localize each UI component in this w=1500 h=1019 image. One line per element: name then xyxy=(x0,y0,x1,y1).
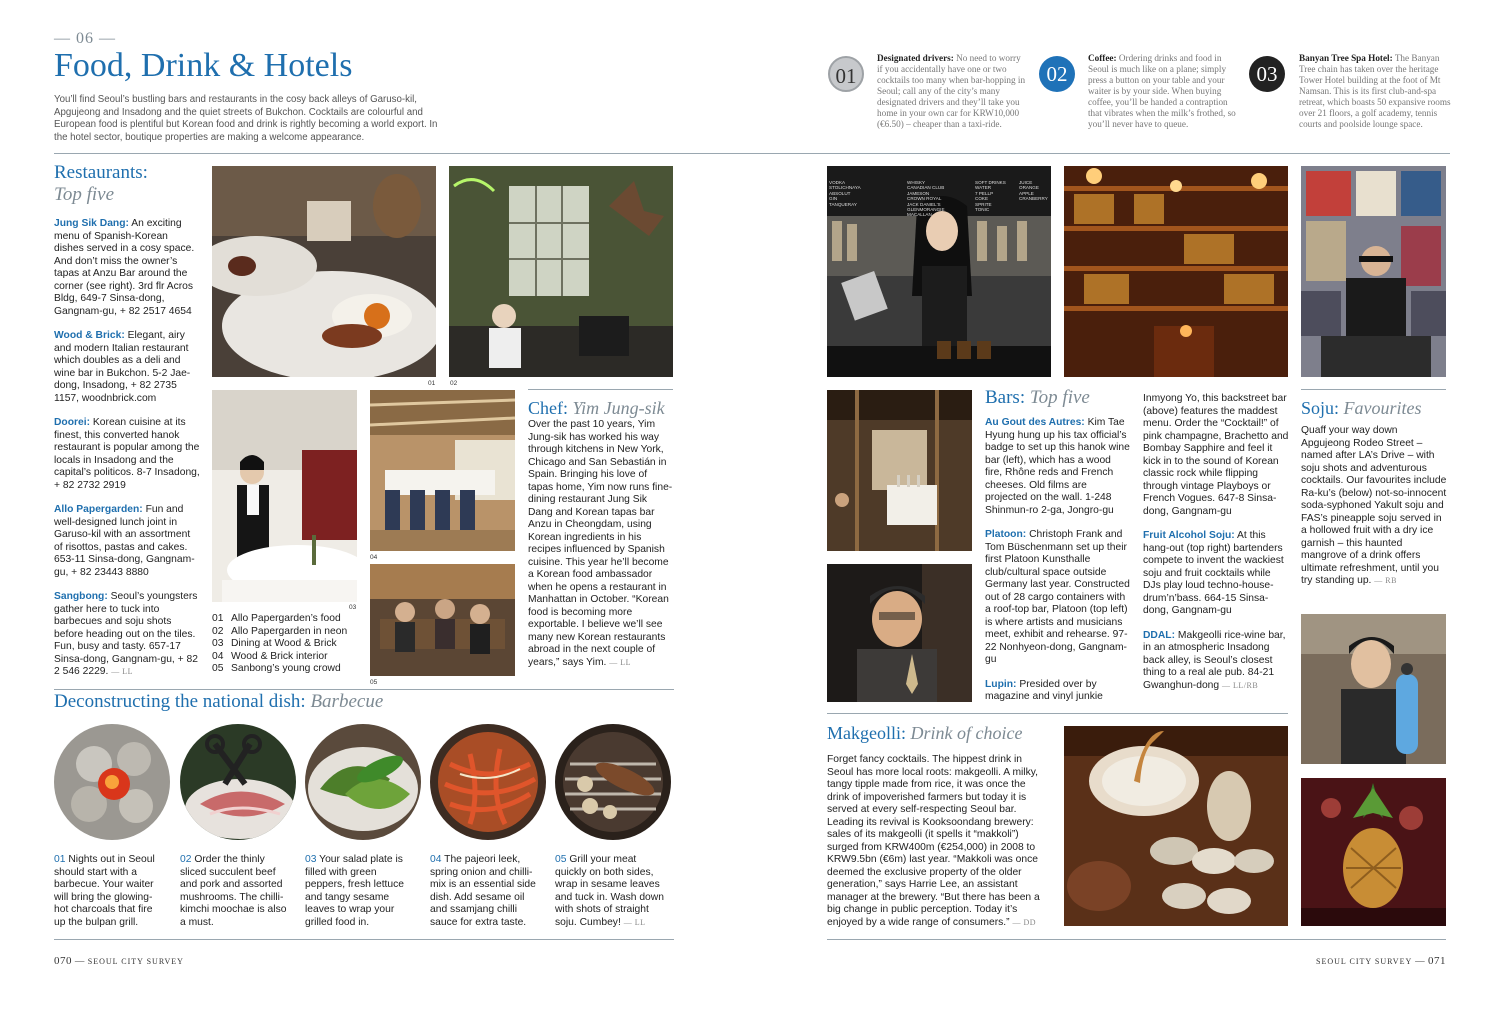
photo-captions xyxy=(212,613,362,676)
tip-number-badge: 02 xyxy=(1039,56,1075,92)
barbecue-heading: Deconstructing the national dish: Barbecue xyxy=(54,691,384,712)
intro-text: You’ll find Seoul’s bustling bars and restaurants in the cosy back alleys of Garuso-kil, Apgujeong and Insadong and the quiet streets of Bukchon. Cocktails are colourful and European food is plentiful but Korean food and drink is rightly becoming a world export. In the hotel sector, boutique properties are making a welcome appearance. xyxy=(54,94,438,143)
photo-waitress xyxy=(212,390,357,602)
photo-soju-bartender xyxy=(1301,614,1446,764)
barbecue-step: 05 Grill your meat quickly on both sides, wrap in sesame leaves and tuck in. Wash down with shots of straight soju. Cumbey! — LL xyxy=(555,854,664,928)
footer-rule-left xyxy=(54,939,674,940)
photo-record-shop xyxy=(1301,166,1446,377)
soju-top-rule xyxy=(1301,389,1446,390)
barbecue-step: 04 The pajeori leek, spring onion and chilli-mix is an essential side dish. Add sesame oil and ssamjang chilli sauce for extra taste. xyxy=(430,854,536,928)
photo-number: 01 xyxy=(428,380,436,387)
soju-text: Quaff your way down Apgujeong Rodeo Street – named after LA’s Drive – with soju shots and adventurous cocktails. Our favourites include Ra-ku’s (below) not-so-innocent soda-syphoned Yakult soju and FAS’s pineapple soju served in a hollowed fruit with a dry ice garnish – this haunted mangrove of a drink offers ultimate refreshment, until you try standing up. — RB xyxy=(1301,425,1447,586)
tip-title: Coffee: xyxy=(1088,53,1117,63)
bar-menu-column: SOFT DRINKS WATER 7 PELLP COKE SPRITE TONIC xyxy=(975,180,1006,213)
bar-entry: Au Gout des Autres: Kim Tae Hyung hung up his tax official’s badge to set up this hanok wine bar (left), which has a wood fire, Rhône reds and French cheeses. Old films are projected on the wall. 1-248 Shinmun-ro 2-ga, Jongro-gu xyxy=(985,417,1130,516)
chef-heading: Chef: Yim Jung-sik xyxy=(528,398,665,418)
photo-bookshelf-bar xyxy=(1064,166,1288,377)
tip-number-badge: 01 xyxy=(828,56,864,92)
page-title: Food, Drink & Hotels xyxy=(54,47,353,84)
caption-item: 04 Wood & Brick interior xyxy=(212,650,328,662)
caption-item: 01 Allo Papergarden’s food xyxy=(212,613,341,624)
tip-title: Banyan Tree Spa Hotel: xyxy=(1299,53,1393,63)
footer-left: 070 — SEOUL CITY SURVEY xyxy=(54,955,184,967)
makgeolli-heading: Makgeolli: Drink of choice xyxy=(827,723,1023,743)
photo-number: 02 xyxy=(450,380,458,387)
section-number: — 06 — xyxy=(54,30,116,47)
photo-number: 04 xyxy=(370,554,378,561)
restaurant-entry: Doorei: Korean cuisine at its finest, this converted hanok restaurant is popular among the locals in Insadong and the capital’s politicos. 8-7 Insadong, + 82 2732 2919 xyxy=(54,417,200,491)
photo-pineapple-cocktail xyxy=(1301,778,1446,926)
chef-section xyxy=(528,397,674,669)
barbecue-photo-charcoal xyxy=(54,724,170,840)
footer-rule-right xyxy=(827,939,1446,940)
bar-entry: Fruit Alcohol Soju: At this hang-out (top right) bartenders compete to invent the wackiest soju and fruit cocktails while DJs play loud techno-house-drum’n’bass. 664-15 Sinsa-dong, Gangnam-gu xyxy=(1143,530,1284,616)
bar-menu-column: JUICE ORANGE APPLE CRANBERRY xyxy=(1019,180,1048,202)
chef-top-rule xyxy=(528,389,673,390)
bar-menu-column: WHISKY CANADIAN CLUB JAMESON CROWN ROYAL JACK DANIEL'S GLENMORANGIE MACALLAN xyxy=(907,180,945,218)
photo-number: 03 xyxy=(349,604,357,611)
bar-menu-column: VODKA STOLICHNAYA ABSOLUT GIN TANQUERAY xyxy=(829,180,861,207)
barbecue-rule xyxy=(54,689,674,690)
restaurants-heading: Restaurants: xyxy=(54,162,148,183)
page-number: 071 xyxy=(1428,955,1446,967)
bars-section xyxy=(985,387,1130,704)
barbecue-photo-grill xyxy=(555,724,671,840)
caption-item: 03 Dining at Wood & Brick xyxy=(212,638,337,649)
photo-young-crowd xyxy=(370,564,515,676)
tip-text: No need to worry if you accidentally have one or two cocktails too many when bar-hopping in Seoul; call any of the city’s many designated drivers and they’ll take you home in your own car for KRW10,000 (€6.50) – cheaper than a taxi-ride. xyxy=(877,53,1026,129)
barbecue-photo-salad xyxy=(305,724,421,840)
bar-menu-board xyxy=(829,180,1051,218)
chef-text: Over the past 10 years, Yim Jung-sik has worked his way through kitchens in New York, Chicago and San Sebastián in Spain. Bringing his love of tapas home, Yim now runs fine-dining restaurant Jung Sik Dang and Korean tapas bar Anzu in Cheongdam, using Korean ingredients in his recipes influenced by Spanish cuisine. This year he’ll become a Korean food ambassador when he opens a restaurant in Manhattan in October. “Korean food is becoming more exportable. I believe we’ll see many new Korean restaurants abroad in the next couple of years,” says Yim. — LL xyxy=(528,419,673,668)
tip-title: Designated drivers: xyxy=(877,53,954,63)
photo-hanok-wine-bar xyxy=(827,390,972,551)
photo-number: 05 xyxy=(370,679,378,686)
bar-entry: Inmyong Yo, this backstreet bar (above) features the maddest menu. Order the “Cocktail!” of pink champagne, Brachetto and Bombay Sapphire and feel it kick in to the sound of Korean classic rock while flipping through vintage Playboys or French Vogues. 647-8 Sinsa-dong, Gangnam-gu xyxy=(1143,393,1289,517)
bars-section-continued xyxy=(1143,393,1289,692)
caption-item: 05 Sanbong’s young crowd xyxy=(212,663,341,674)
tip-text: The Banyan Tree chain has taken over the heritage Tower Hotel building at the foot of Mt Namsan. This is its first club-and-spa retreat, which boasts 50 expansive rooms over 21 floors, a golf academy, tennis courts and poolside lounge space. xyxy=(1299,53,1451,129)
photo-food-plates xyxy=(212,166,436,377)
page-number: 070 xyxy=(54,955,72,967)
tip-number-badge: 03 xyxy=(1249,56,1285,92)
makgeolli-text: Forget fancy cocktails. The hippest drink in Seoul has more local roots: makgeolli. A milky, tangy tipple made from rice, it was once the drink of impoverished farmers but today it is served at every self-respecting Seoul bar. Leading its revival is Kooksoondang brewery: sales of its makgeolli (it spells it “makkoli”) surged from KRW400m (€254,000) in 2008 to KRW9.5bn (€6m) last year. “Makkoli was once deemed the exclusive property of the older generation,” says Harrie Lee, an assistant manager at the brewery. “But there has been a big change in public perception. Today it’s enjoyed by a wide range of consumers.” — DD xyxy=(827,754,1040,928)
makgeolli-rule xyxy=(827,713,1288,714)
bars-heading: Bars: Top five xyxy=(985,387,1090,408)
barbecue-step: 01 Nights out in Seoul should start with a barbecue. Your waiter will bring the glowing-hot charcoals that fire up the bulpan grill. xyxy=(54,854,155,928)
restaurants-subheading: Top five xyxy=(54,184,114,205)
footer-right: SEOUL CITY SURVEY — 071 xyxy=(1316,955,1446,967)
restaurant-entry: Sangbong: Seoul’s youngsters gather here to tuck into barbecues and soju shots before heading out on the tiles. Fun, busy and tasty. 657-17 Sinsa-dong, Gangnam-gu, + 82 2 546 2229. — LL xyxy=(54,591,198,677)
photo-makgeolli xyxy=(1064,726,1288,926)
restaurant-entry: Jung Sik Dang: An exciting menu of Spanish-Korean dishes served in a cosy space. And don’t miss the owner’s tapas at Anzu Bar around the corner (see right). 3rd flr Acros Bldg, 649-7 Sinsa-dong, Gangnam-gu, + 82 2517 4654 xyxy=(54,218,195,317)
bar-entry: Lupin: Presided over by magazine and vinyl junkie xyxy=(985,678,1103,702)
header-rule xyxy=(54,153,1450,154)
publication-name: SEOUL CITY SURVEY xyxy=(1316,957,1413,966)
barbecue-step: 03 Your salad plate is filled with green peppers, fresh lettuce and tangy sesame leaves to wrap your grilled food in. xyxy=(305,854,405,928)
photo-wood-brick-interior xyxy=(370,390,515,551)
restaurant-entry: Wood & Brick: Elegant, airy and modern Italian restaurant which doubles as a deli and wine bar in Bukchon. 5-2 Jae-dong, Insadong, + 82 2735 1157, woodnbrick.com xyxy=(54,330,191,404)
makgeolli-section xyxy=(827,722,1050,929)
restaurant-entry: Allo Papergarden: Fun and well-designed lunch joint in Garuso-kil with an assortment of risottos, pastas and cakes. 653-11 Sinsa-dong, Gangnam-gu, + 82 23443 8880 xyxy=(54,504,195,578)
bar-entry: DDAL: Makgeolli rice-wine bar, in an atmospheric Insadong back alley, is Seoul’s closest thing to a real ale pub. 84-21 Gwanghun-dong — LL/RB xyxy=(1143,629,1286,691)
barbecue-step: 02 Order the thinly sliced succulent beef and pork and assorted mushrooms. The chilli-kimchi moochae is also a must. xyxy=(180,854,287,928)
soju-section xyxy=(1301,397,1447,588)
photo-neon-interior xyxy=(449,166,673,377)
bar-entry: Platoon: Christoph Frank and Tom Büschenmann set up their first Platoon Kunsthalle club/cultural space outside Germany last year. Constructed out of 28 cargo containers with a roof-top bar, Platoon (top left) is where artists and musicians meet, exhibit and rehearse. 97-22 Nonhyeon-dong, Gangnam-gu xyxy=(985,529,1130,665)
photo-lupin-owner xyxy=(827,564,972,702)
caption-item: 02 Allo Papergarden in neon xyxy=(212,625,348,637)
restaurants-section xyxy=(54,162,200,679)
soju-heading: Soju: Favourites xyxy=(1301,398,1422,418)
barbecue-photo-leek xyxy=(430,724,546,840)
photo-bartender xyxy=(827,166,1051,377)
barbecue-photo-meat xyxy=(180,724,296,840)
publication-name: SEOUL CITY SURVEY xyxy=(87,957,184,966)
tip-text: Ordering drinks and food in Seoul is much like on a plane; simply press a button on your table and your waiter is by your side. When buying coffee, you’ll be handed a contraption that vibrates when the milk’s frothed, so you’ll never have to queue. xyxy=(1088,53,1236,129)
